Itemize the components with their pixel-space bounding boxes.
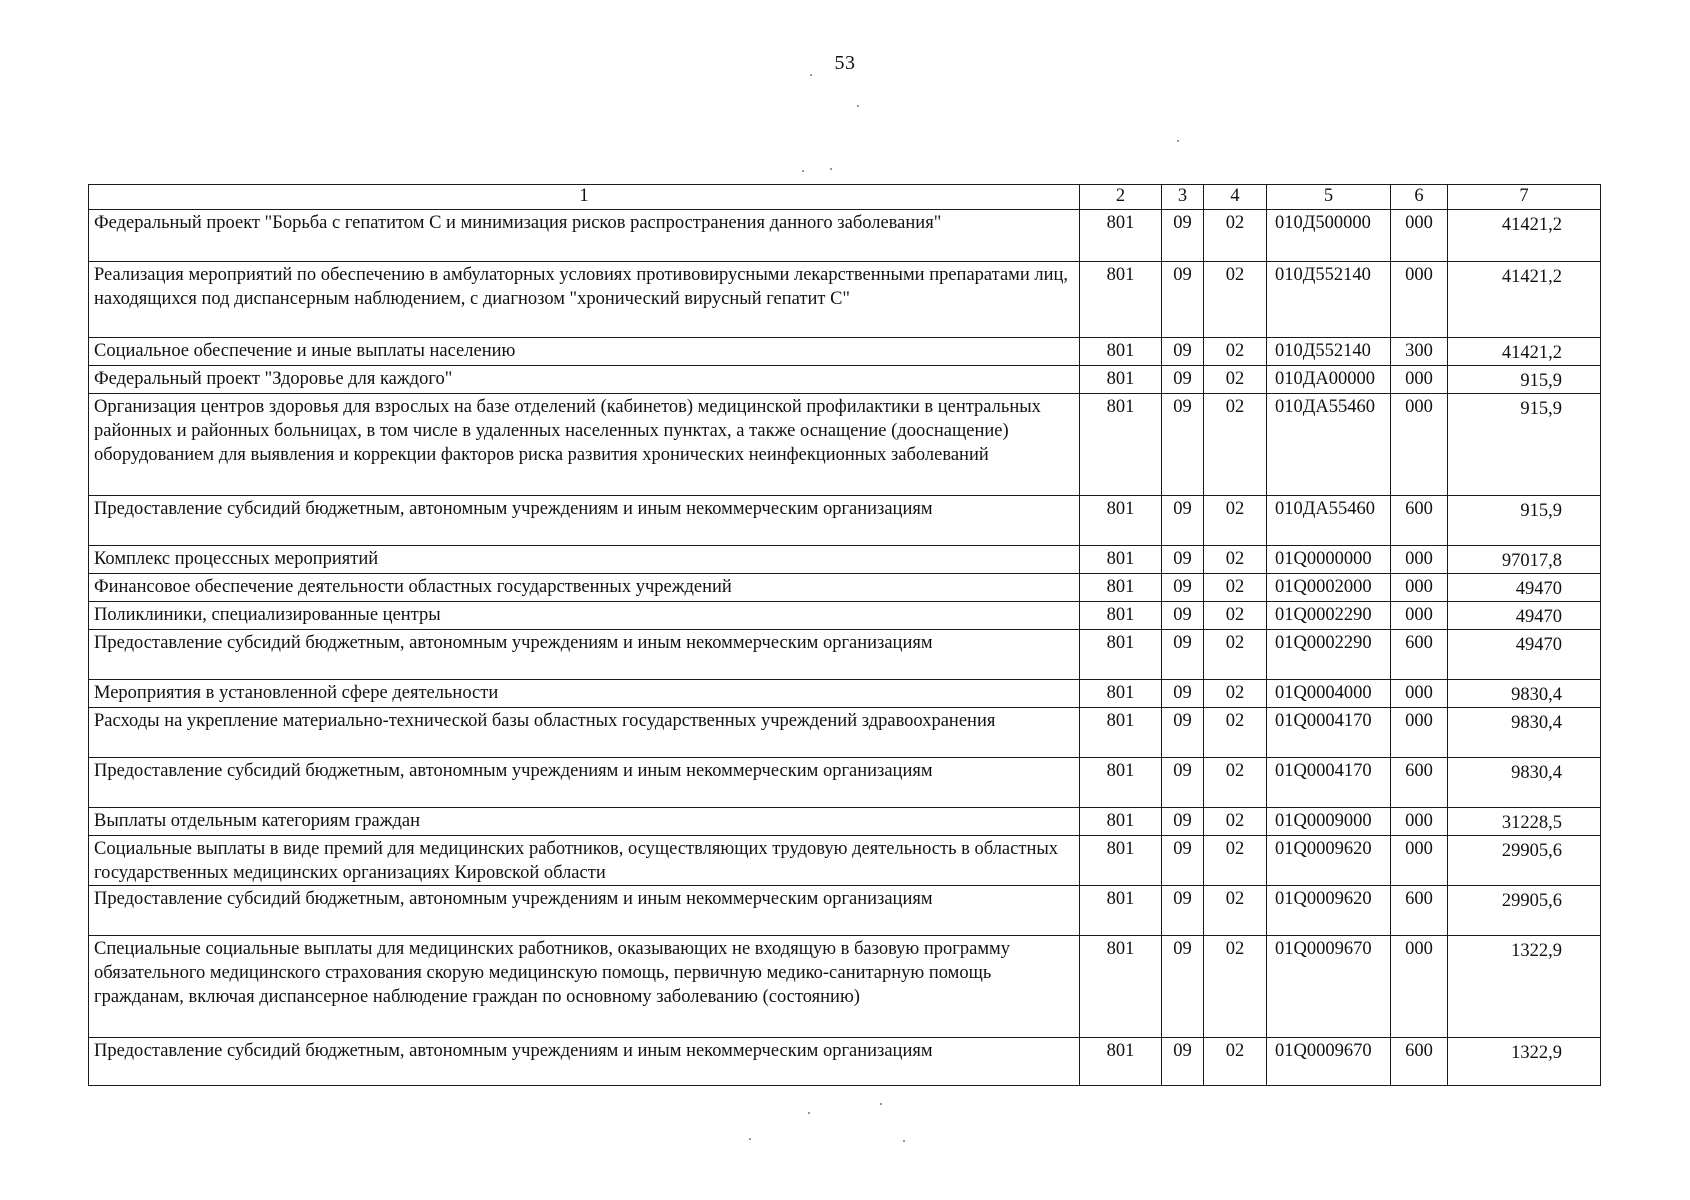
table-row [89,758,1601,808]
row-name: Предоставление субсидий бюджетным, автономным учреждениям и иным некоммерческим организациям [89,886,1080,936]
row-amount: 915,9 [1448,394,1601,496]
table-row [89,808,1601,836]
row-section-code: 09 [1162,394,1204,496]
table-header-row [89,185,1601,210]
row-name: Финансовое обеспечение деятельности областных государственных учреждений [89,574,1080,602]
row-subsection-code: 02 [1204,210,1267,262]
row-ved-code: 801 [1080,808,1162,836]
row-section-code: 09 [1162,808,1204,836]
row-ved-code: 801 [1080,394,1162,496]
row-name: Предоставление субсидий бюджетным, автономным учреждениям и иным некоммерческим организациям [89,1038,1080,1086]
table-row [89,630,1601,680]
scan-speck [802,170,804,172]
table-row [89,210,1601,262]
scan-speck [808,1112,810,1114]
table-row [89,394,1601,496]
row-section-code: 09 [1162,210,1204,262]
row-name: Предоставление субсидий бюджетным, автономным учреждениям и иным некоммерческим организациям [89,758,1080,808]
row-target-article: 01Q0002290 [1267,602,1391,630]
scan-speck [903,1140,905,1142]
row-section-code: 09 [1162,680,1204,708]
row-subsection-code: 02 [1204,262,1267,338]
table-row [89,496,1601,546]
row-expense-type: 000 [1391,708,1448,758]
row-amount: 31228,5 [1448,808,1601,836]
row-expense-type: 000 [1391,602,1448,630]
row-amount: 9830,4 [1448,680,1601,708]
row-expense-type: 600 [1391,758,1448,808]
page-number: 53 [834,52,856,74]
row-section-code: 09 [1162,836,1204,886]
row-section-code: 09 [1162,1038,1204,1086]
row-ved-code: 801 [1080,936,1162,1038]
row-name: Федеральный проект "Борьба с гепатитом С и минимизация рисков распространения данного заболевания" [89,210,1080,262]
row-target-article: 01Q0000000 [1267,546,1391,574]
row-target-article: 01Q0002290 [1267,630,1391,680]
row-section-code: 09 [1162,886,1204,936]
row-amount: 29905,6 [1448,886,1601,936]
row-subsection-code: 02 [1204,338,1267,366]
row-section-code: 09 [1162,366,1204,394]
row-subsection-code: 02 [1204,1038,1267,1086]
row-ved-code: 801 [1080,680,1162,708]
row-subsection-code: 02 [1204,546,1267,574]
row-expense-type: 000 [1391,836,1448,886]
row-section-code: 09 [1162,338,1204,366]
row-name: Предоставление субсидий бюджетным, автономным учреждениям и иным некоммерческим организациям [89,630,1080,680]
budget-table [88,184,1601,1086]
header-col-3: 3 [1162,185,1204,210]
row-name: Федеральный проект "Здоровье для каждого" [89,366,1080,394]
row-target-article: 01Q0002000 [1267,574,1391,602]
table-row [89,1038,1601,1086]
table-row [89,886,1601,936]
row-target-article: 01Q0009670 [1267,936,1391,1038]
table-row [89,338,1601,366]
row-amount: 41421,2 [1448,210,1601,262]
row-ved-code: 801 [1080,262,1162,338]
row-subsection-code: 02 [1204,574,1267,602]
row-expense-type: 600 [1391,496,1448,546]
row-section-code: 09 [1162,602,1204,630]
row-expense-type: 300 [1391,338,1448,366]
row-expense-type: 000 [1391,680,1448,708]
row-name: Организация центров здоровья для взрослых на базе отделений (кабинетов) медицинской профилактики в центральных районных и районных больницах, в том числе в удаленных населенных пунктах, а также оснащение (дооснащение) оборудованием для выявления и коррекции факторов риска развития хронических неинфекционных заболеваний [89,394,1080,496]
row-amount: 49470 [1448,574,1601,602]
row-section-code: 09 [1162,496,1204,546]
header-col-5: 5 [1267,185,1391,210]
row-expense-type: 000 [1391,262,1448,338]
row-amount: 915,9 [1448,496,1601,546]
table-row [89,836,1601,886]
row-ved-code: 801 [1080,708,1162,758]
row-target-article: 010ДА55460 [1267,496,1391,546]
scan-speck [857,105,859,107]
row-subsection-code: 02 [1204,496,1267,546]
row-ved-code: 801 [1080,366,1162,394]
row-section-code: 09 [1162,708,1204,758]
row-expense-type: 000 [1391,546,1448,574]
header-col-4: 4 [1204,185,1267,210]
row-amount: 1322,9 [1448,936,1601,1038]
row-target-article: 01Q0004170 [1267,758,1391,808]
row-name: Выплаты отдельным категориям граждан [89,808,1080,836]
row-target-article: 010ДА55460 [1267,394,1391,496]
row-ved-code: 801 [1080,574,1162,602]
row-ved-code: 801 [1080,210,1162,262]
row-amount: 29905,6 [1448,836,1601,886]
row-amount: 9830,4 [1448,758,1601,808]
table-row [89,366,1601,394]
row-target-article: 010Д552140 [1267,338,1391,366]
row-ved-code: 801 [1080,338,1162,366]
row-section-code: 09 [1162,546,1204,574]
row-amount: 915,9 [1448,366,1601,394]
row-target-article: 01Q0004170 [1267,708,1391,758]
row-amount: 49470 [1448,602,1601,630]
header-col-2: 2 [1080,185,1162,210]
row-amount: 41421,2 [1448,262,1601,338]
row-target-article: 01Q0009000 [1267,808,1391,836]
row-section-code: 09 [1162,936,1204,1038]
row-ved-code: 801 [1080,496,1162,546]
table-row [89,262,1601,338]
row-name: Предоставление субсидий бюджетным, автономным учреждениям и иным некоммерческим организациям [89,496,1080,546]
row-ved-code: 801 [1080,886,1162,936]
row-name: Расходы на укрепление материально-технической базы областных государственных учреждений здравоохранения [89,708,1080,758]
row-expense-type: 000 [1391,366,1448,394]
row-subsection-code: 02 [1204,708,1267,758]
row-subsection-code: 02 [1204,808,1267,836]
row-ved-code: 801 [1080,836,1162,886]
row-subsection-code: 02 [1204,680,1267,708]
table-row [89,680,1601,708]
row-target-article: 01Q0009620 [1267,836,1391,886]
row-target-article: 010Д500000 [1267,210,1391,262]
row-name: Реализация мероприятий по обеспечению в амбулаторных условиях противовирусными лекарственными препаратами лиц, находящихся под диспансерным наблюдением, с диагнозом "хронический вирусный гепатит С" [89,262,1080,338]
row-expense-type: 000 [1391,394,1448,496]
scan-speck [810,74,812,76]
row-section-code: 09 [1162,574,1204,602]
row-name: Социальные выплаты в виде премий для медицинских работников, осуществляющих трудовую деятельность в областных государственных медицинских организациях Кировской области [89,836,1080,886]
row-ved-code: 801 [1080,602,1162,630]
row-subsection-code: 02 [1204,836,1267,886]
row-expense-type: 000 [1391,936,1448,1038]
row-target-article: 01Q0009670 [1267,1038,1391,1086]
row-expense-type: 600 [1391,1038,1448,1086]
table-row [89,708,1601,758]
row-subsection-code: 02 [1204,366,1267,394]
row-section-code: 09 [1162,758,1204,808]
scan-speck [880,1103,882,1105]
row-subsection-code: 02 [1204,394,1267,496]
row-name: Поликлиники, специализированные центры [89,602,1080,630]
row-subsection-code: 02 [1204,936,1267,1038]
table-row [89,574,1601,602]
scan-speck [830,168,832,170]
row-amount: 1322,9 [1448,1038,1601,1086]
row-target-article: 01Q0009620 [1267,886,1391,936]
header-col-6: 6 [1391,185,1448,210]
row-name: Специальные социальные выплаты для медицинских работников, оказывающих не входящую в базовую программу обязательного медицинского страхования скорую медицинскую помощь, первичную медико-санитарную помощь гражданам, включая диспансерное наблюдение граждан по основному заболеванию (состоянию) [89,936,1080,1038]
row-ved-code: 801 [1080,630,1162,680]
row-subsection-code: 02 [1204,758,1267,808]
row-subsection-code: 02 [1204,886,1267,936]
row-name: Социальное обеспечение и иные выплаты населению [89,338,1080,366]
row-expense-type: 000 [1391,808,1448,836]
row-name: Мероприятия в установленной сфере деятельности [89,680,1080,708]
row-subsection-code: 02 [1204,602,1267,630]
table-row [89,602,1601,630]
row-subsection-code: 02 [1204,630,1267,680]
row-section-code: 09 [1162,630,1204,680]
table-row [89,546,1601,574]
row-amount: 97017,8 [1448,546,1601,574]
scan-speck [1177,140,1179,142]
row-expense-type: 000 [1391,574,1448,602]
header-col-7: 7 [1448,185,1601,210]
row-target-article: 01Q0004000 [1267,680,1391,708]
row-target-article: 010ДА00000 [1267,366,1391,394]
scan-speck [749,1138,751,1140]
row-expense-type: 000 [1391,210,1448,262]
row-name: Комплекс процессных мероприятий [89,546,1080,574]
row-expense-type: 600 [1391,886,1448,936]
row-amount: 9830,4 [1448,708,1601,758]
header-col-1: 1 [89,185,1080,210]
row-ved-code: 801 [1080,546,1162,574]
row-ved-code: 801 [1080,1038,1162,1086]
row-section-code: 09 [1162,262,1204,338]
table-row [89,936,1601,1038]
table-body [89,210,1601,1086]
row-ved-code: 801 [1080,758,1162,808]
row-amount: 41421,2 [1448,338,1601,366]
row-amount: 49470 [1448,630,1601,680]
row-target-article: 010Д552140 [1267,262,1391,338]
row-expense-type: 600 [1391,630,1448,680]
